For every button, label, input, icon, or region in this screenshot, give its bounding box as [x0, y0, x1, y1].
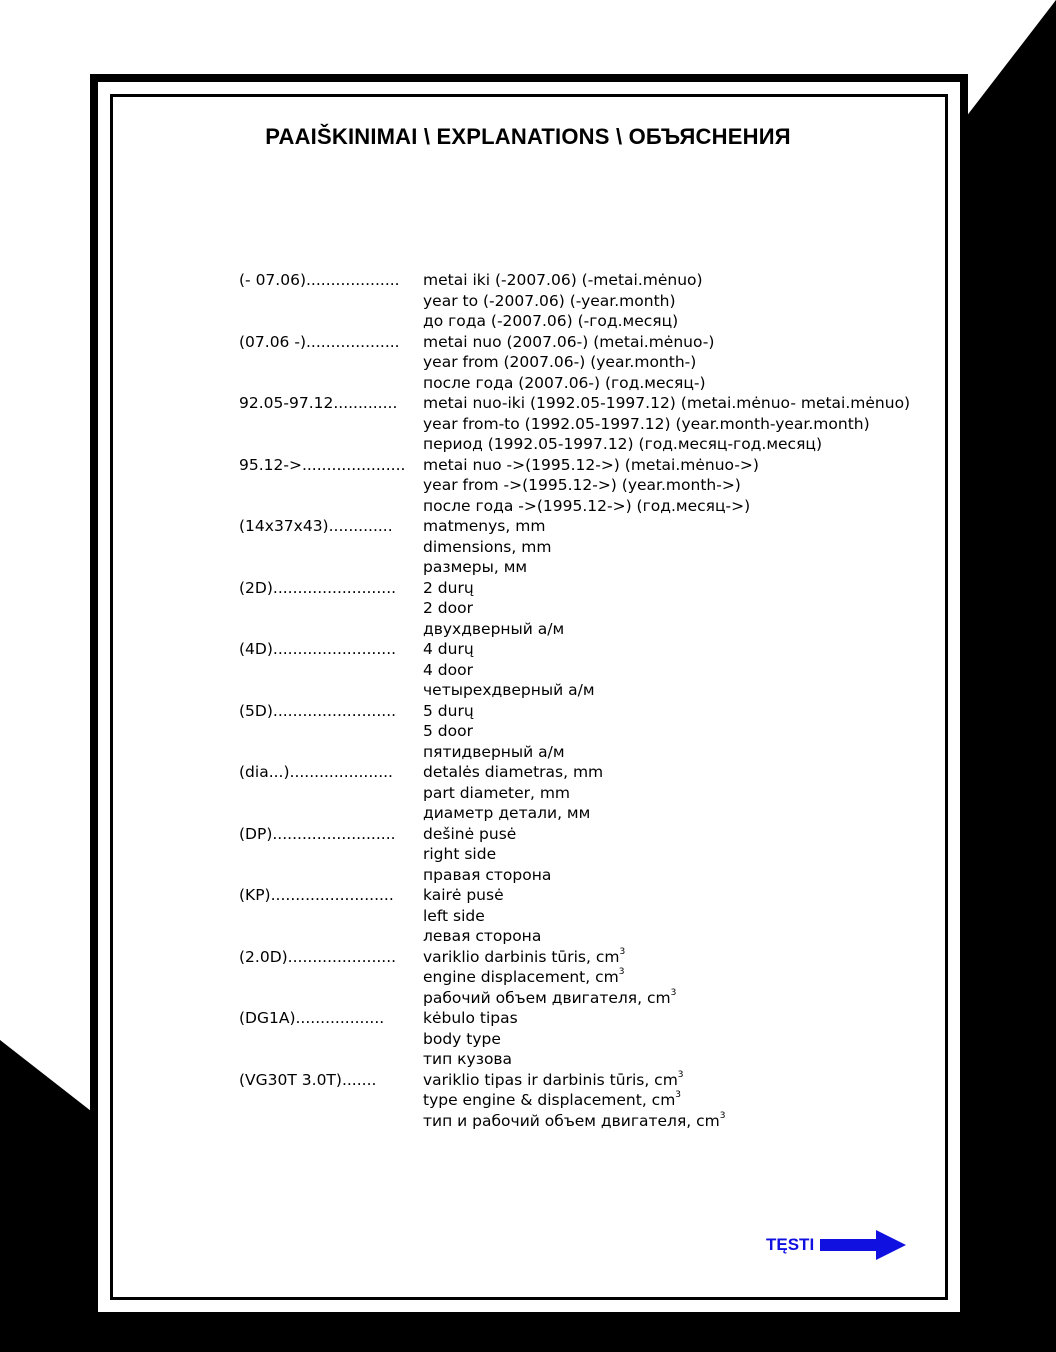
continue-button[interactable] [766, 1230, 906, 1260]
explanation-term: 92.05-97.12............. [239, 394, 398, 412]
explanation-line [423, 639, 919, 660]
explanation-text: правая сторона [423, 865, 552, 884]
superscript-unit: 3 [670, 987, 677, 998]
explanation-definitions [423, 578, 919, 640]
explanation-line [423, 742, 919, 763]
explanation-definitions [423, 885, 919, 947]
explanation-line [423, 270, 919, 291]
superscript-unit: 3 [618, 967, 625, 977]
explanation-text: диаметр детали, мм [423, 804, 591, 822]
explanation-line [423, 291, 919, 312]
explanations-list [239, 270, 919, 1131]
explanation-text: left side [423, 906, 485, 925]
explanation-text: 4 door [423, 660, 473, 679]
explanation-definitions [423, 455, 919, 517]
explanation-definitions [423, 270, 919, 332]
explanation-text: body type [423, 1029, 501, 1048]
explanation-line [423, 824, 919, 845]
explanation-text: 4 durų [423, 640, 474, 658]
explanation-line [423, 352, 919, 373]
explanation-row [239, 639, 919, 701]
explanation-row [239, 332, 919, 394]
explanation-line [423, 537, 919, 558]
explanation-line [423, 373, 919, 394]
explanation-line [423, 701, 919, 722]
explanation-definitions [423, 393, 919, 455]
superscript-unit: 3 [619, 946, 626, 957]
explanation-definitions [423, 332, 919, 394]
explanation-line [423, 885, 919, 906]
explanation-definitions [423, 762, 919, 824]
explanation-text: year from-to (1992.05-1997.12) (year.month-year.month) [423, 414, 870, 433]
explanation-text: после года ->(1995.12->) (год.месяц->) [423, 496, 751, 515]
superscript-unit: 3 [677, 1069, 684, 1080]
explanation-line [423, 680, 919, 701]
explanation-row [239, 455, 919, 517]
right-arrow-icon [820, 1230, 906, 1260]
explanation-term: (4D)......................... [239, 640, 397, 658]
explanation-text: период (1992.05-1997.12) (год.месяц-год.месяц) [423, 435, 822, 453]
explanation-line [423, 1049, 919, 1070]
explanation-line [423, 1008, 919, 1029]
explanation-term: (14x37x43)............. [239, 517, 393, 535]
explanation-definitions [423, 824, 919, 886]
explanation-text: variklio darbinis tūris, cm [423, 947, 620, 966]
explanation-row [239, 516, 919, 578]
explanation-line [423, 865, 919, 886]
explanation-line [423, 660, 919, 681]
explanation-line [423, 393, 919, 414]
explanation-line [423, 1029, 919, 1050]
explanation-text: пятидверный а/м [423, 742, 565, 761]
page-title: PAAIŠKINIMAI \ EXPLANATIONS \ ОБЪЯСНЕНИЯ [265, 124, 791, 149]
explanation-text: 2 door [423, 599, 473, 617]
explanation-line [423, 967, 919, 988]
explanation-line [423, 1090, 919, 1111]
explanation-text: рабочий объем двигателя, cm [423, 988, 671, 1007]
explanation-line [423, 1111, 919, 1132]
explanation-line [423, 557, 919, 578]
explanation-row [239, 701, 919, 763]
explanation-term: 95.12->..................... [239, 455, 406, 474]
explanation-line [423, 803, 919, 824]
explanation-row [239, 762, 919, 824]
explanation-definitions [423, 639, 919, 701]
explanation-line [423, 844, 919, 865]
explanation-line [423, 516, 919, 537]
explanation-row [239, 947, 919, 1009]
explanation-text: metai nuo ->(1995.12->) (metai.mėnuo->) [423, 455, 759, 474]
explanation-line [423, 496, 919, 517]
explanation-term: (DP)......................... [239, 824, 396, 843]
superscript-unit: 3 [719, 1110, 726, 1121]
explanation-definitions [423, 516, 919, 578]
explanation-text: размеры, мм [423, 558, 528, 576]
explanation-line [423, 906, 919, 927]
explanation-line [423, 1070, 919, 1091]
bottom-black-band [0, 1320, 1056, 1352]
explanation-text: тип кузова [423, 1050, 513, 1068]
explanation-line [423, 762, 919, 783]
explanation-text: kėbulo tipas [423, 1009, 518, 1027]
explanation-text: тип и рабочий объем двигателя, cm [423, 1111, 720, 1130]
explanation-row [239, 1008, 919, 1070]
explanation-text: 5 durų [423, 701, 474, 720]
explanation-term: (2.0D)...................... [239, 947, 397, 966]
explanation-text: variklio tipas ir darbinis tūris, cm [423, 1070, 678, 1089]
explanation-row [239, 1070, 919, 1132]
explanation-text: metai nuo-iki (1992.05-1997.12) (metai.mėnuo- metai.mėnuo) [423, 394, 911, 412]
explanation-text: до года (-2007.06) (-год.месяц) [423, 312, 679, 330]
explanation-line [423, 434, 919, 455]
explanation-text: year from (2007.06-) (year.month-) [423, 353, 697, 371]
explanation-term: (dia...)..................... [239, 763, 393, 781]
explanation-row [239, 885, 919, 947]
explanation-definitions [423, 701, 919, 763]
explanation-line [423, 455, 919, 476]
explanation-text: matmenys, mm [423, 517, 546, 535]
explanation-line [423, 619, 919, 640]
superscript-unit: 3 [675, 1090, 682, 1100]
explanation-row [239, 578, 919, 640]
explanation-line [423, 475, 919, 496]
explanation-text: двухдверный а/м [423, 619, 565, 638]
explanation-line [423, 598, 919, 619]
explanation-text: metai iki (-2007.06) (-metai.mėnuo) [423, 271, 703, 289]
explanation-definitions [423, 1008, 919, 1070]
explanation-line [423, 721, 919, 742]
explanation-text: metai nuo (2007.06-) (metai.mėnuo-) [423, 332, 715, 351]
explanation-text: четырехдверный а/м [423, 681, 595, 699]
right-black-band [968, 0, 1056, 1352]
explanation-text: 5 door [423, 722, 473, 740]
explanation-definitions [423, 1070, 919, 1132]
continue-label: TĘSTI [766, 1235, 815, 1254]
explanation-line [423, 311, 919, 332]
explanation-row [239, 270, 919, 332]
explanation-definitions [423, 947, 919, 1009]
explanation-term: (- 07.06)................... [239, 271, 400, 289]
explanation-term: (07.06 -)................... [239, 332, 400, 351]
explanation-text: engine displacement, cm [423, 968, 619, 986]
explanation-term: (2D)......................... [239, 578, 397, 597]
explanation-text: левая сторона [423, 927, 542, 945]
explanation-text: year from ->(1995.12->) (year.month->) [423, 476, 741, 494]
explanation-term: (VG30T 3.0T)....... [239, 1070, 377, 1089]
explanation-line [423, 926, 919, 947]
explanation-text: 2 durų [423, 578, 474, 597]
explanation-text: kairė pusė [423, 886, 504, 904]
explanation-line [423, 988, 919, 1009]
explanation-row [239, 393, 919, 455]
explanation-text: после года (2007.06-) (год.месяц-) [423, 373, 706, 392]
explanation-line [423, 578, 919, 599]
explanation-line [423, 332, 919, 353]
explanation-term: (DG1A).................. [239, 1009, 385, 1027]
explanation-text: right side [423, 845, 497, 863]
explanation-term: (5D)......................... [239, 701, 397, 720]
explanation-text: part diameter, mm [423, 783, 571, 802]
explanation-row [239, 824, 919, 886]
explanation-term: (KP)......................... [239, 886, 394, 904]
explanation-text: year to (-2007.06) (-year.month) [423, 291, 676, 310]
explanation-line [423, 947, 919, 968]
explanation-line [423, 783, 919, 804]
explanation-line [423, 414, 919, 435]
explanation-text: dešinė pusė [423, 824, 517, 843]
explanation-text: type engine & displacement, cm [423, 1091, 676, 1109]
explanation-text: detalės diametras, mm [423, 763, 604, 781]
explanation-text: dimensions, mm [423, 537, 552, 556]
